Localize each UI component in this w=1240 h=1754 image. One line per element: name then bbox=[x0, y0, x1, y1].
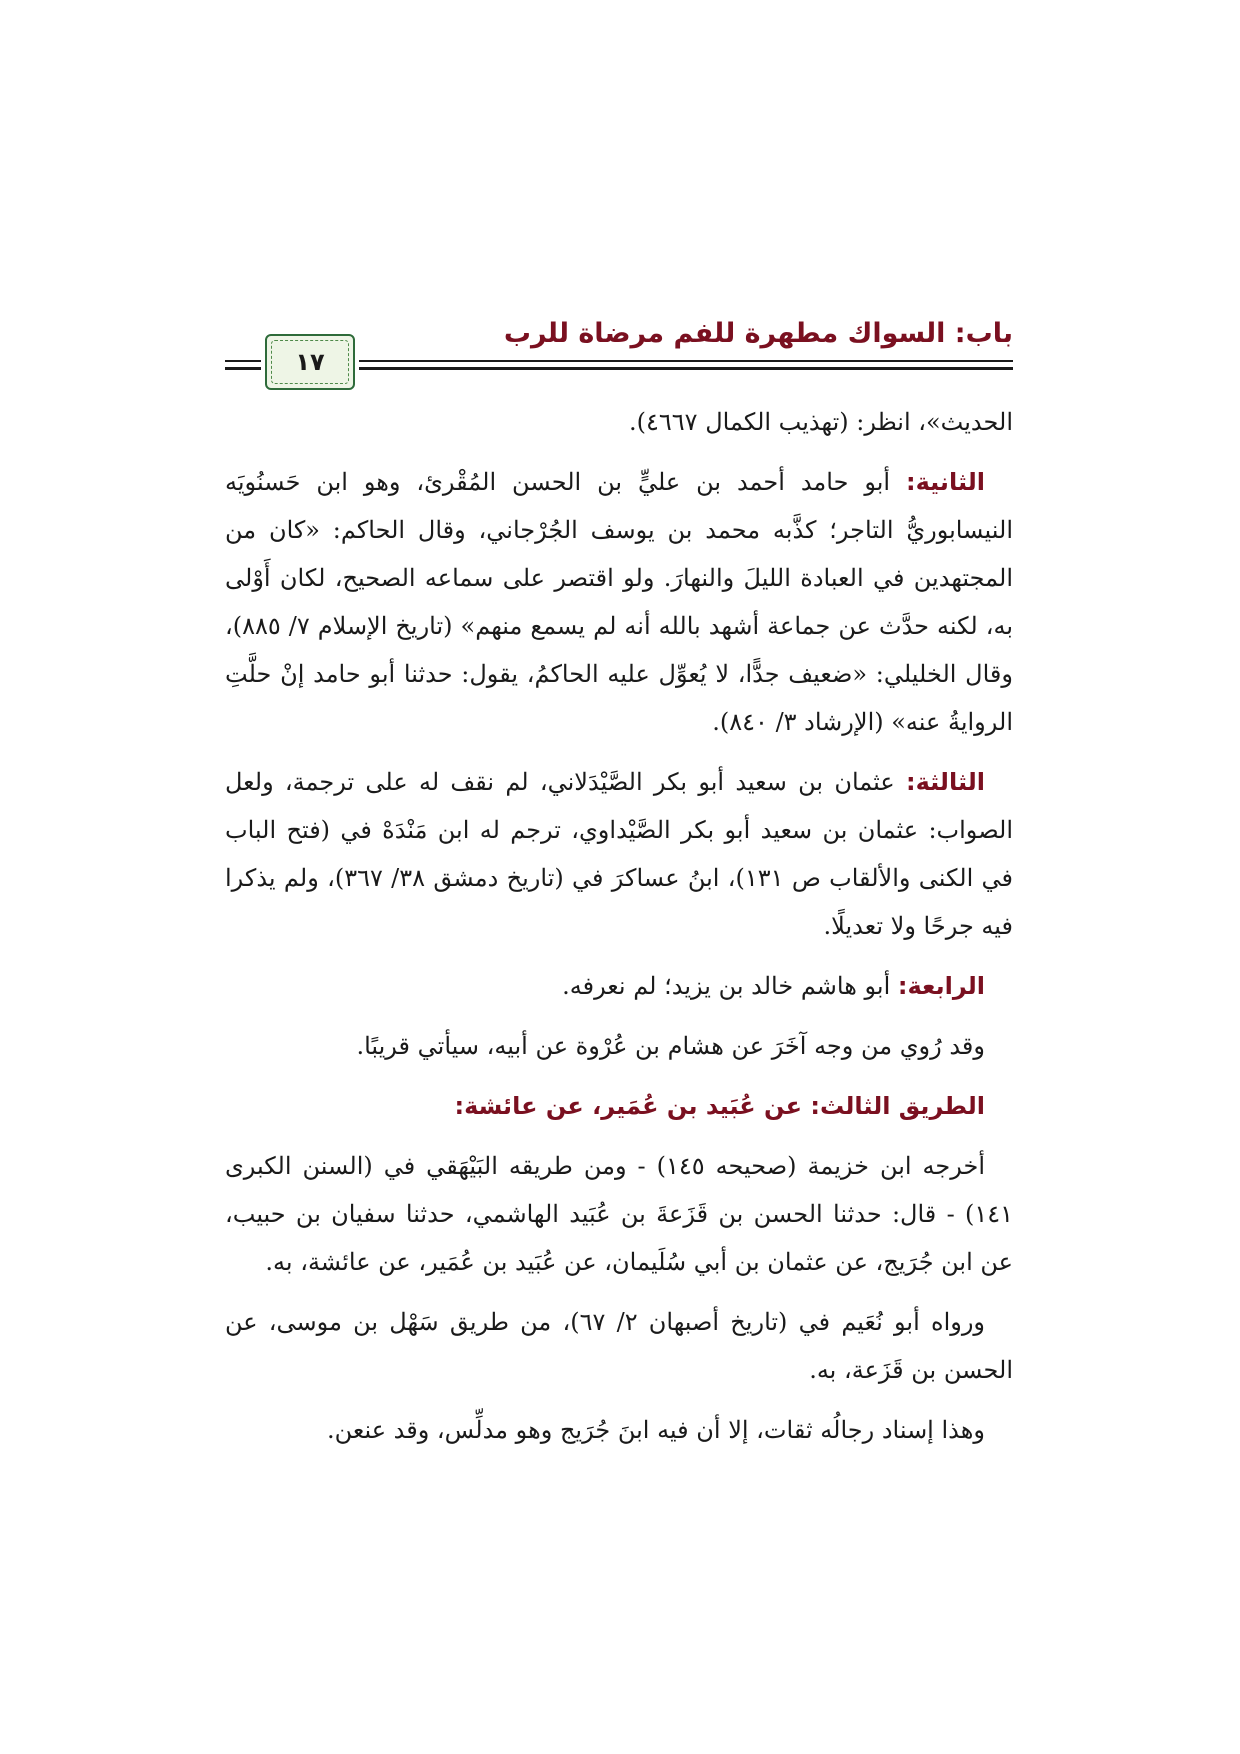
section-label: الرابعة: bbox=[897, 972, 985, 1000]
header-rule bbox=[225, 360, 261, 362]
paragraph: أخرجه ابن خزيمة (صحيحه ١٤٥) - ومن طريقه البَيْهَقي في (السنن الكبرى ١٤١) - قال: حدثنا الحسن بن قَزَعةَ بن عُبَيد الهاشمي، حدثنا سفيان بن حبيب، عن ابن جُرَيج، عن عثمان بن أبي سُلَيمان، عن عُبَيد بن عُمَير، عن عائشة، به. bbox=[225, 1152, 1013, 1276]
page-number-badge bbox=[265, 334, 355, 390]
paragraph bbox=[225, 962, 1013, 1010]
section-label: الثالثة: bbox=[905, 768, 985, 796]
page-number: ١٧ bbox=[295, 348, 325, 376]
page-header bbox=[225, 318, 1013, 388]
paragraph: وهذا إسناد رجالُه ثقات، إلا أن فيه ابنَ جُرَيج وهو مدلِّس، وقد عنعن. bbox=[326, 1416, 985, 1444]
paragraph bbox=[225, 758, 1013, 950]
section-label: الثانية: bbox=[905, 468, 985, 496]
header-rule bbox=[359, 360, 1013, 362]
paragraph-text: أبو هاشم خالد بن يزيد؛ لم نعرفه. bbox=[562, 972, 898, 1000]
paragraph: الحديث»، انظر: (تهذيب الكمال ٤٦٦٧). bbox=[629, 408, 1013, 436]
header-rule bbox=[225, 367, 261, 370]
page-body bbox=[225, 398, 1013, 1466]
paragraph: وقد رُوي من وجه آخَرَ عن هشام بن عُرْوة عن أبيه، سيأتي قريبًا. bbox=[356, 1032, 985, 1060]
chapter-title: باب: السواك مطهرة للفم مرضاة للرب bbox=[503, 318, 1013, 349]
paragraph: ورواه أبو نُعَيم في (تاريخ أصبهان ٢/ ٦٧)، من طريق سَهْل بن موسى، عن الحسن بن قَزَعة، به. bbox=[225, 1308, 1013, 1384]
paragraph-text: أبو حامد أحمد بن عليٍّ بن الحسن المُقْرئ، وهو ابن حَسنُويَه النيسابوريُّ التاجر؛ كذَّبه محمد بن يوسف الجُرْجاني، وقال الحاكم: «كان من المجتهدين في العبادة الليلَ والنهارَ. ولو اقتصر على سماعه الصحيح، لكان أَوْلى به، لكنه حدَّث عن جماعة أشهد بالله أنه لم يسمع منهم» (تاريخ الإسلام ٧/ ٨٨٥)، وقال الخليلي: «ضعيف جدًّا، لا يُعوِّل عليه الحاكمُ، يقول: حدثنا أبو حامد إنْ حلَّتِ الروايةُ عنه» (الإرشاد ٣/ ٨٤٠). bbox=[225, 468, 1013, 736]
header-rule bbox=[359, 367, 1013, 370]
paragraph-text: عثمان بن سعيد أبو بكر الصَّيْدَلاني، لم نقف له على ترجمة، ولعل الصواب: عثمان بن سعيد أبو بكر الصَّيْداوي، ترجم له ابن مَنْدَهْ في (فتح الباب في الكنى والألقاب ص ١٣١)، ابنُ عساكرَ في (تاريخ دمشق ٣٨/ ٣٦٧)، ولم يذكرا فيه جرحًا ولا تعديلًا. bbox=[225, 768, 1014, 940]
section-heading: الطريق الثالث: عن عُبَيد بن عُمَير، عن عائشة: bbox=[454, 1092, 985, 1120]
paragraph bbox=[225, 458, 1013, 746]
